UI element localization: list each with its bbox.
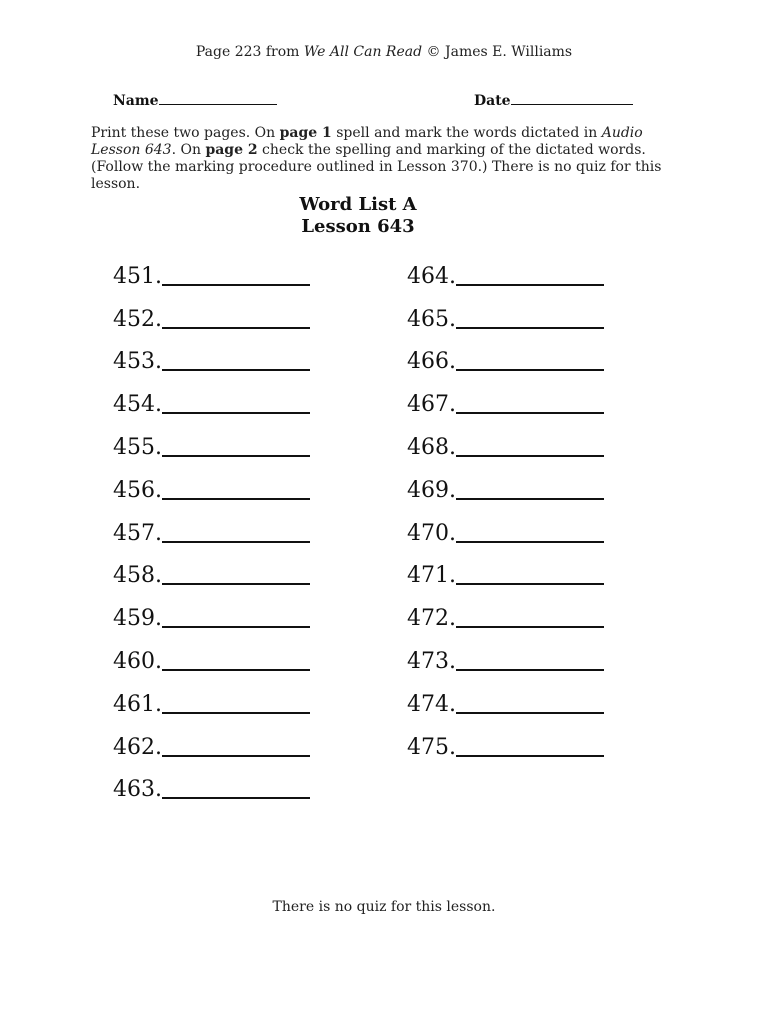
header-suffix: © James E. Williams — [422, 44, 573, 60]
answer-blank-line — [162, 711, 310, 714]
word-entry — [407, 641, 604, 684]
instructions-page2: page 2 — [205, 142, 258, 158]
entry-number: 473. — [407, 648, 456, 674]
entry-number: 470. — [407, 520, 456, 546]
word-entry — [407, 427, 604, 470]
entry-number: 469. — [407, 477, 456, 503]
answer-blank-line — [162, 540, 310, 543]
date-field — [474, 92, 633, 109]
word-entry — [407, 470, 604, 513]
entry-number: 460. — [113, 648, 162, 674]
name-label: Name — [113, 93, 159, 109]
date-label: Date — [474, 93, 511, 109]
entry-number: 454. — [113, 392, 162, 418]
instructions-text-2: spell and mark the words dictated in — [331, 125, 602, 141]
word-entry — [407, 556, 604, 599]
entry-number: 452. — [113, 306, 162, 332]
word-entry — [407, 256, 604, 299]
word-entry — [407, 727, 604, 770]
entry-number: 459. — [113, 606, 162, 632]
word-entry — [407, 684, 604, 727]
word-entry — [113, 513, 310, 556]
word-entry — [113, 684, 310, 727]
answer-blank-line — [162, 625, 310, 628]
answer-blank-line — [456, 754, 604, 757]
lesson-title: Lesson 643 — [301, 216, 415, 237]
instructions-page1: page 1 — [279, 125, 332, 141]
word-list-left-column — [113, 256, 310, 812]
answer-blank-line — [456, 283, 604, 286]
answer-blank-line — [456, 625, 604, 628]
word-entry — [113, 598, 310, 641]
answer-blank-line — [456, 711, 604, 714]
entry-number: 471. — [407, 563, 456, 589]
entry-number: 475. — [407, 734, 456, 760]
answer-blank-line — [456, 497, 604, 500]
entry-number: 458. — [113, 563, 162, 589]
answer-blank-line — [162, 368, 310, 371]
entry-number: 456. — [113, 477, 162, 503]
page-header — [0, 44, 768, 60]
answer-blank-line — [456, 368, 604, 371]
instructions-text-1: Print these two pages. On — [91, 125, 280, 141]
word-entry — [113, 727, 310, 770]
answer-blank-line — [456, 540, 604, 543]
entry-number: 453. — [113, 349, 162, 375]
word-entry — [113, 556, 310, 599]
entry-number: 451. — [113, 263, 162, 289]
answer-blank-line — [162, 454, 310, 457]
word-list-heading — [258, 194, 458, 238]
name-blank-line — [159, 92, 277, 105]
entry-number: 468. — [407, 434, 456, 460]
word-entry — [113, 641, 310, 684]
footer-note: There is no quiz for this lesson. — [272, 899, 496, 915]
entry-number: 474. — [407, 691, 456, 717]
word-entry — [407, 598, 604, 641]
answer-blank-line — [456, 411, 604, 414]
word-list-title: Word List A — [299, 194, 417, 215]
answer-blank-line — [162, 283, 310, 286]
answer-blank-line — [162, 497, 310, 500]
word-entry — [113, 427, 310, 470]
answer-blank-line — [162, 668, 310, 671]
instructions-text-4: check the spelling and marking of the dictated words. (Follow the marking procedure outlined in Lesson 370.) There is no quiz for this lesson. — [91, 142, 662, 192]
word-entry — [113, 342, 310, 385]
word-entry — [113, 299, 310, 342]
instructions — [91, 125, 691, 193]
header-prefix: Page 223 from — [195, 44, 304, 60]
word-entry — [113, 770, 310, 813]
entry-number: 467. — [407, 392, 456, 418]
entry-number: 463. — [113, 777, 162, 803]
entry-number: 472. — [407, 606, 456, 632]
answer-blank-line — [162, 326, 310, 329]
word-entry — [407, 299, 604, 342]
answer-blank-line — [162, 582, 310, 585]
entry-number: 455. — [113, 434, 162, 460]
word-list-right-column — [407, 256, 604, 770]
name-field — [113, 92, 277, 109]
answer-blank-line — [162, 796, 310, 799]
entry-number: 466. — [407, 349, 456, 375]
date-blank-line — [511, 92, 633, 105]
word-entry — [407, 342, 604, 385]
entry-number: 465. — [407, 306, 456, 332]
instructions-text-3: . On — [171, 142, 206, 158]
answer-blank-line — [456, 582, 604, 585]
answer-blank-line — [162, 411, 310, 414]
entry-number: 464. — [407, 263, 456, 289]
word-entry — [113, 384, 310, 427]
entry-number: 461. — [113, 691, 162, 717]
entry-number: 457. — [113, 520, 162, 546]
answer-blank-line — [456, 668, 604, 671]
entry-number: 462. — [113, 734, 162, 760]
word-entry — [113, 256, 310, 299]
word-entry — [113, 470, 310, 513]
book-title: We All Can Read — [303, 44, 423, 60]
word-entry — [407, 384, 604, 427]
word-entry — [407, 513, 604, 556]
instructions-audio-lesson: Audio Lesson 643 — [91, 125, 643, 158]
answer-blank-line — [456, 454, 604, 457]
answer-blank-line — [456, 326, 604, 329]
answer-blank-line — [162, 754, 310, 757]
